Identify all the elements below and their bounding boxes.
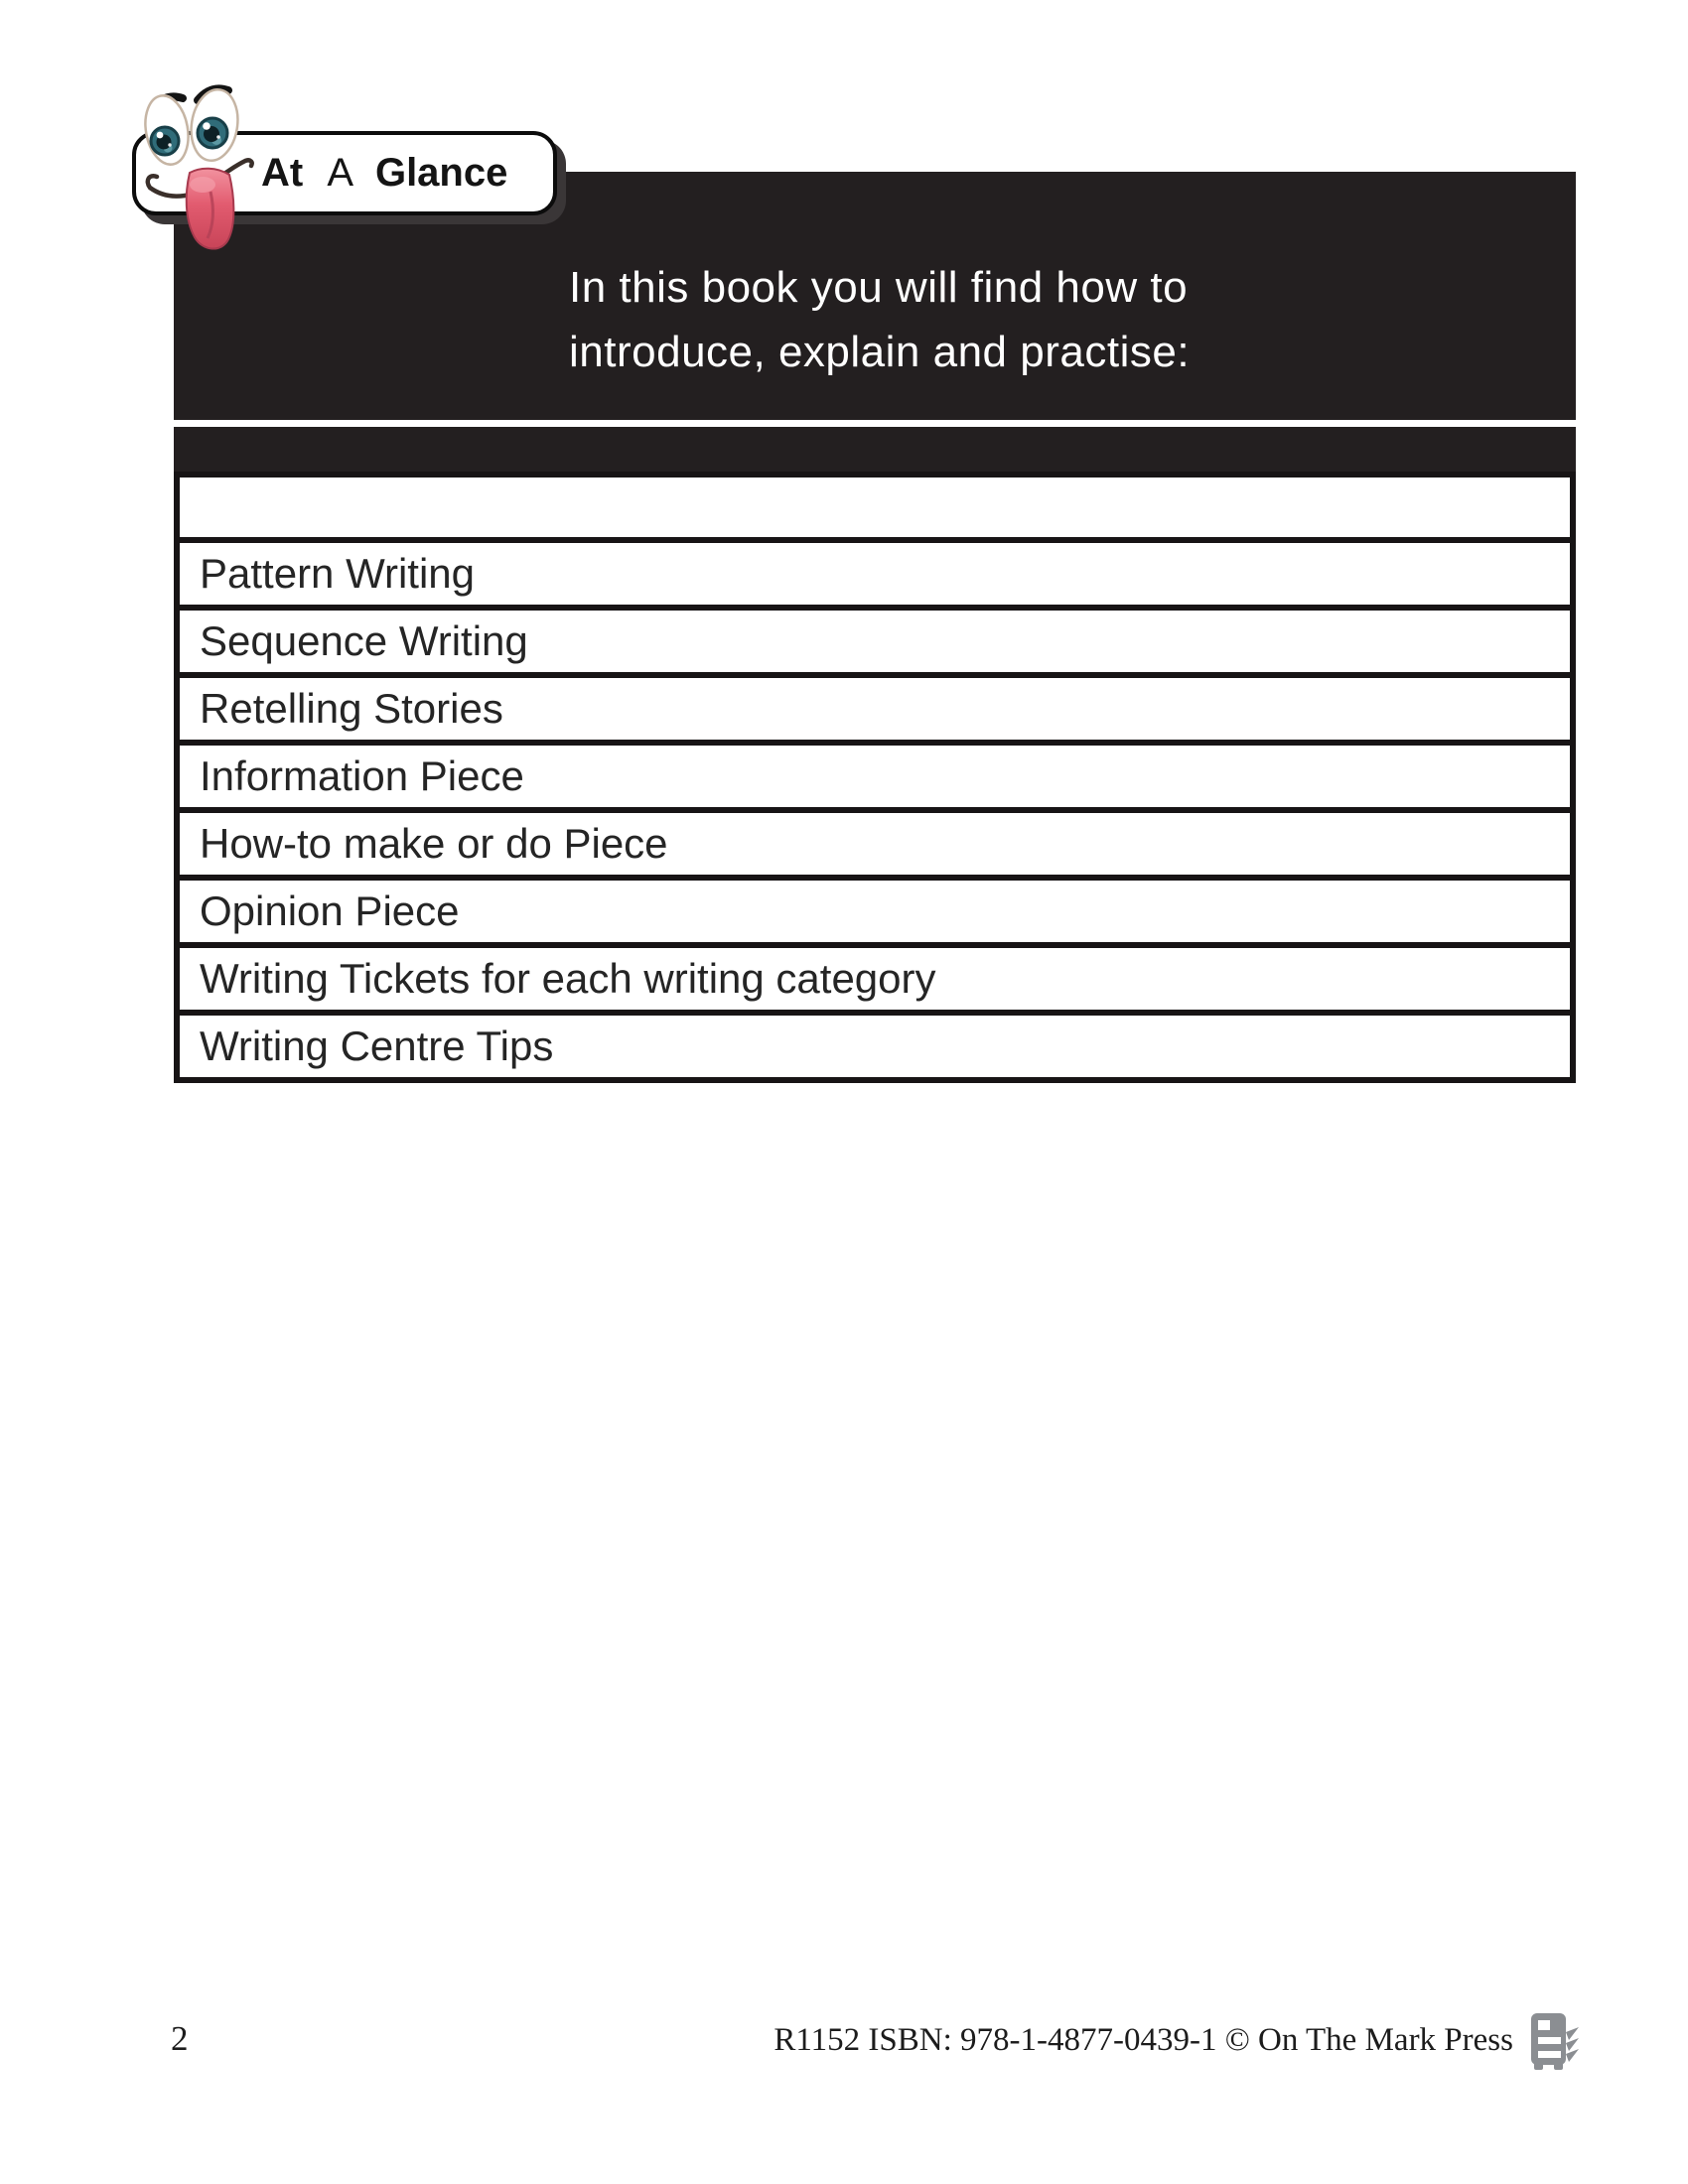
page-title: [261, 151, 507, 196]
table-cell: Opinion Piece: [177, 878, 1573, 945]
on-the-mark-press-logo-icon: [1526, 2011, 1582, 2073]
intro-line-1: In this book you will find how to: [569, 263, 1189, 312]
table-cell: Writing Centre Tips: [177, 1013, 1573, 1080]
table-cell: Retelling Stories: [177, 675, 1573, 743]
table-row: [177, 878, 1573, 945]
table-row: [177, 675, 1573, 743]
contents-table: [174, 472, 1576, 1083]
table-row: [177, 608, 1573, 675]
intro-banner: [174, 172, 1576, 472]
table-row: [177, 945, 1573, 1013]
table-row-empty: [177, 475, 1573, 540]
table-row: [177, 540, 1573, 608]
intro-line-2: introduce, explain and practise:: [569, 328, 1191, 376]
table-row: [177, 743, 1573, 810]
title-word-a: A: [327, 151, 352, 195]
divider-line: [174, 420, 1576, 427]
footer-credit: R1152 ISBN: 978-1-4877-0439-1 © On The Mark Press: [774, 2022, 1513, 2058]
title-word-at: At: [261, 151, 304, 195]
intro-banner-text: [569, 255, 1190, 384]
table-cell: Sequence Writing: [177, 608, 1573, 675]
page-number: 2: [171, 2019, 189, 2058]
table-cell: Writing Tickets for each writing category: [177, 945, 1573, 1013]
table-row: [177, 1013, 1573, 1080]
table-cell-empty: [177, 475, 1573, 540]
googly-eyes-tongue-face-icon: [127, 74, 256, 258]
table-row: [177, 810, 1573, 878]
table-cell: Pattern Writing: [177, 540, 1573, 608]
table-cell: Information Piece: [177, 743, 1573, 810]
title-word-glance: Glance: [374, 151, 508, 195]
table-cell: How-to make or do Piece: [177, 810, 1573, 878]
